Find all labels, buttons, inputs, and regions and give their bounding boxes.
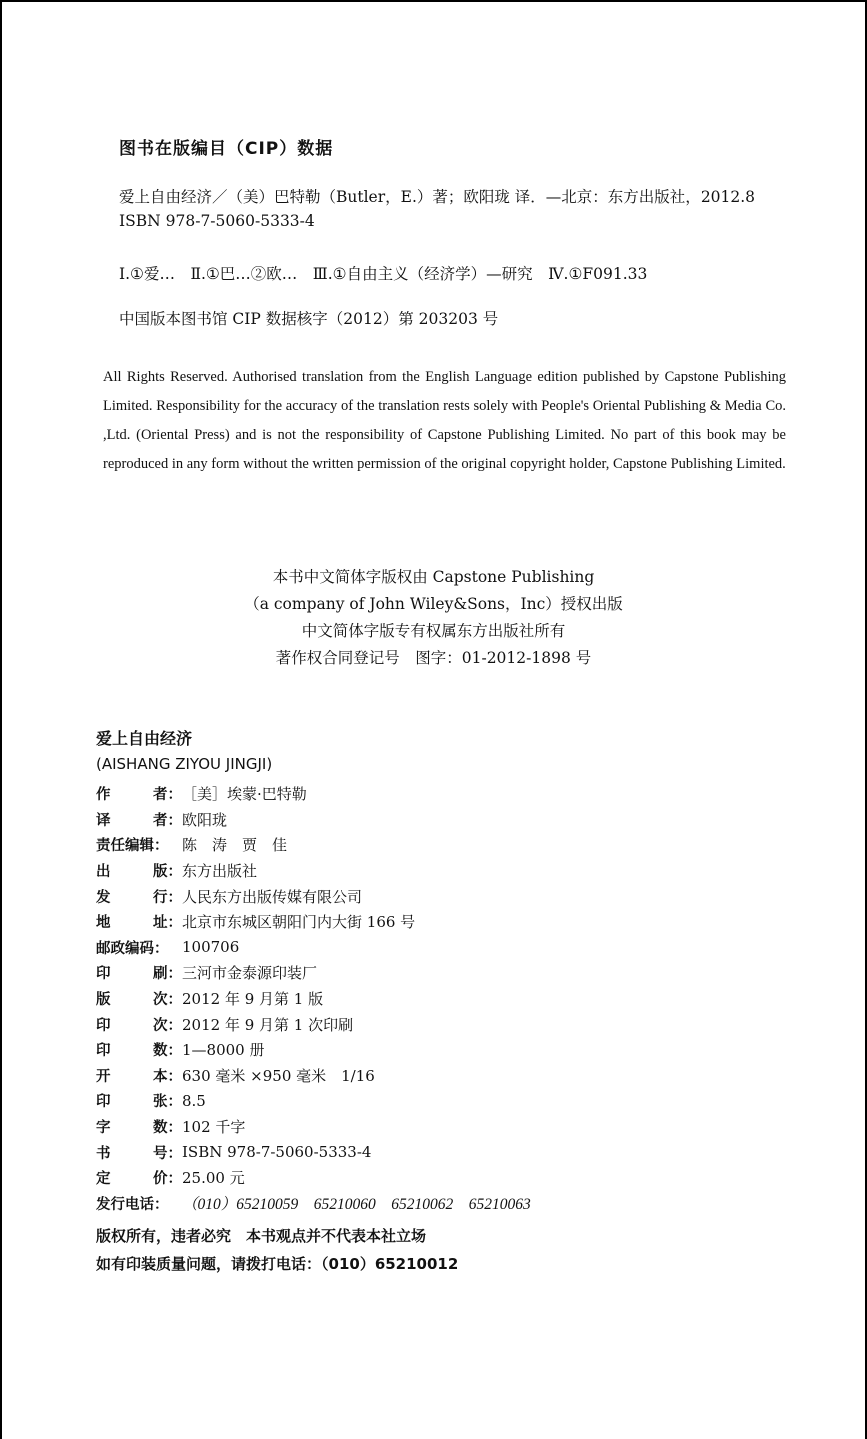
credit-label-part: 张：: [153, 1094, 182, 1111]
quality-hotline: 如有印装质量问题，请拨打电话：（010）65210012: [96, 1255, 459, 1273]
license-block: [0, 564, 867, 672]
credit-value: 630 毫米 ×950 毫米 1/16: [182, 1066, 375, 1085]
credit-label: [96, 911, 182, 932]
credit-label: [96, 1039, 182, 1060]
credit-label: [96, 1014, 182, 1035]
credit-label-part: 印: [96, 966, 111, 983]
credit-label-part: 数：: [153, 1120, 182, 1137]
rights-statement: [103, 363, 786, 479]
credit-label-part: 次：: [153, 992, 182, 1009]
credit-label: [96, 860, 182, 881]
credit-label-part: 开: [96, 1068, 111, 1085]
credit-value: ISBN 978-7-5060-5333-4: [182, 1143, 372, 1162]
credit-label-part: 印: [96, 1094, 111, 1111]
cip-isbn-line: ISBN 978-7-5060-5333-4: [119, 212, 315, 230]
credit-label: [96, 1142, 182, 1163]
credit-label: [96, 1090, 182, 1111]
credit-row: [96, 935, 531, 961]
credit-label: [96, 988, 182, 1009]
credit-label-part: 刷：: [153, 966, 182, 983]
book-pinyin-title: (AISHANG ZIYOU JINGJI): [96, 755, 273, 773]
rights-text: All Rights Reserved. Authorised translation from the English Language edition published by Capstone Publishing Limited. Responsibility for the accuracy of the translation rests solely with People's Oriental Publishing & Media Co. ,Ltd. (Oriental Press) and is not the responsibility of Capstone Publishing Limited. No part of this book may be reproduced in any form without the written permission of the original copyright holder, Capstone Publishing Limited.: [103, 369, 786, 472]
credit-label-part: 数：: [153, 1043, 182, 1060]
copyright-notice: 版权所有，违者必究 本书观点并不代表本社立场: [96, 1227, 427, 1245]
credit-label-part: 号：: [153, 1145, 182, 1162]
license-line: 本书中文简体字版权由 Capstone Publishing: [272, 568, 595, 586]
credit-label: [96, 1065, 182, 1086]
credit-row: [96, 909, 531, 935]
credit-row: [96, 1011, 531, 1037]
credit-value: 2012 年 9 月第 1 次印刷: [182, 1015, 354, 1034]
credit-label-part: 译: [96, 812, 111, 829]
credit-label: [96, 834, 182, 855]
credit-value: 人民东方出版传媒有限公司: [182, 887, 363, 906]
credit-row: [96, 807, 531, 833]
credit-row: [96, 858, 531, 884]
credit-row: [96, 1063, 531, 1089]
book-title: 爱上自由经济: [96, 729, 193, 748]
credit-value: 100706: [182, 938, 240, 957]
credit-label-part: 版：: [153, 864, 182, 881]
credit-label: [96, 1193, 182, 1214]
credit-label: [96, 1116, 182, 1137]
credit-value: 陈 涛 贾 佳: [182, 836, 288, 855]
credit-row: [96, 1165, 531, 1191]
credit-value: 北京市东城区朝阳门内大街 166 号: [182, 913, 416, 932]
credit-label-part: 定: [96, 1171, 111, 1188]
credit-label-part: 责任编辑：: [96, 838, 169, 855]
credit-value: 东方出版社: [182, 862, 258, 881]
credit-value: 欧阳珑: [182, 810, 228, 829]
credit-label-part: 发: [96, 889, 111, 906]
credit-label-part: 址：: [153, 915, 182, 932]
credit-label: [96, 809, 182, 830]
license-line: 著作权合同登记号 图字：01-2012-1898 号: [275, 649, 592, 667]
credit-row: [96, 1191, 531, 1217]
license-line: 中文简体字版专有权属东方出版社所有: [301, 622, 566, 640]
credit-value: 25.00 元: [182, 1169, 245, 1188]
credit-label-part: 书: [96, 1145, 111, 1162]
credit-label-part: 地: [96, 915, 111, 932]
credit-value: （010）65210059 65210060 65210062 65210063: [182, 1196, 531, 1214]
credit-label-part: 发行电话：: [96, 1196, 169, 1213]
cip-classification-line: Ⅰ.①爱… Ⅱ.①巴…②欧… Ⅲ.①自由主义（经济学）—研究 Ⅳ.①F091.33: [119, 265, 648, 283]
credit-label-part: 行：: [153, 889, 182, 906]
cip-bibliographic-line: 爱上自由经济／（美）巴特勒（Butler，E.）著；欧阳珑 译．—北京：东方出版社，2012.8: [119, 188, 756, 206]
credit-label: [96, 962, 182, 983]
credit-row: [96, 1114, 531, 1140]
credit-label-part: 邮政编码：: [96, 940, 169, 957]
credit-label: [96, 937, 182, 958]
credit-label-part: 版: [96, 992, 111, 1009]
credit-label: [96, 1167, 182, 1188]
license-line: （a company of John Wiley&Sons，Inc）授权出版: [244, 595, 623, 613]
credit-row: [96, 781, 531, 807]
credit-label-part: 出: [96, 864, 111, 881]
credit-label-part: 者：: [153, 812, 182, 829]
credit-label-part: 次：: [153, 1017, 182, 1034]
credit-row: [96, 986, 531, 1012]
credit-value: 1—8000 册: [182, 1041, 265, 1060]
credit-value: 102 千字: [182, 1118, 246, 1137]
credit-value: 三河市金泰源印装厂: [182, 964, 318, 983]
credit-row: [96, 883, 531, 909]
credit-label-part: 印: [96, 1017, 111, 1034]
credit-value: ［美］埃蒙·巴特勒: [182, 785, 307, 804]
cip-record-number: 中国版本图书馆 CIP 数据核字（2012）第 203203 号: [119, 310, 499, 328]
credit-value: 2012 年 9 月第 1 版: [182, 990, 324, 1009]
credit-label-part: 印: [96, 1043, 111, 1060]
credit-label: [96, 783, 182, 804]
credit-label-part: 本：: [153, 1068, 182, 1085]
credit-row: [96, 1139, 531, 1165]
credit-label-part: 者：: [153, 787, 182, 804]
credit-label-part: 字: [96, 1120, 111, 1137]
credit-label: [96, 886, 182, 907]
credit-row: [96, 832, 531, 858]
credit-row: [96, 1088, 531, 1114]
cip-heading: 图书在版编目（CIP）数据: [119, 139, 334, 159]
credits-list: [96, 781, 531, 1216]
credit-row: [96, 960, 531, 986]
credit-label-part: 作: [96, 787, 111, 804]
credit-value: 8.5: [182, 1091, 206, 1110]
credit-row: [96, 1037, 531, 1063]
credit-label-part: 价：: [153, 1171, 182, 1188]
